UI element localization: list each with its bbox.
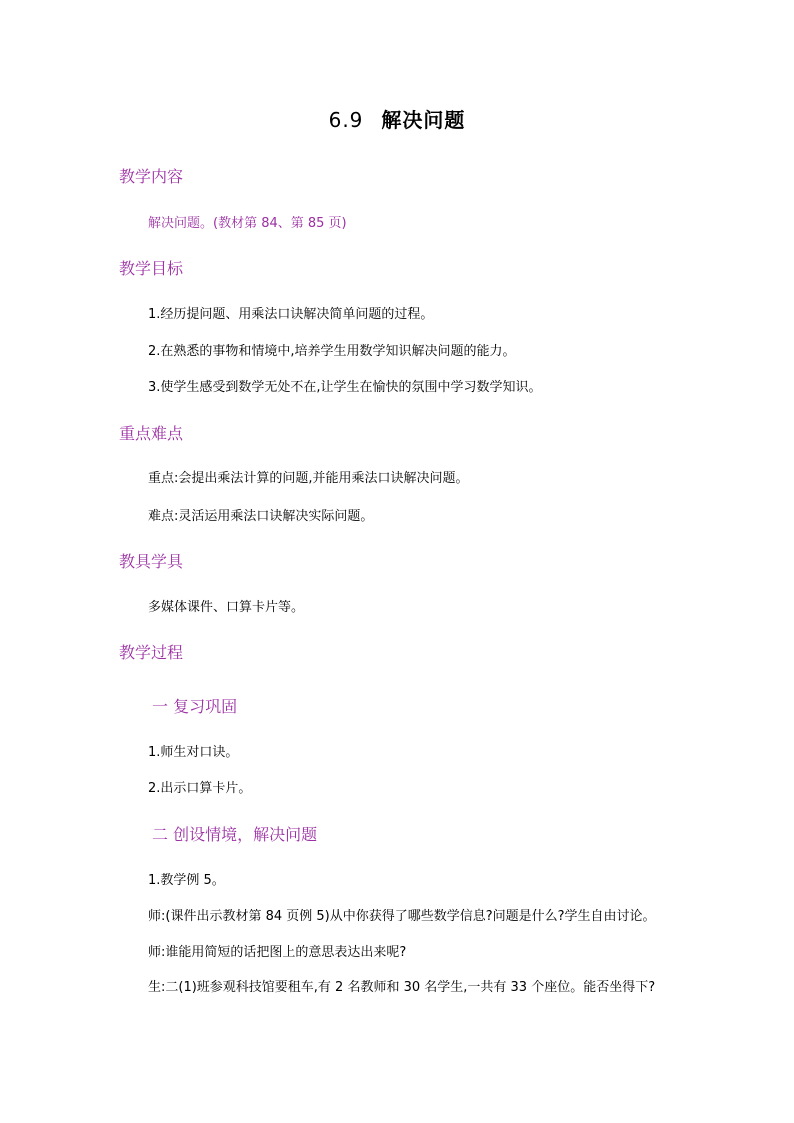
goal-item-1: 1.经历提问题、用乘法口诀解决简单问题的过程。 (148, 307, 434, 322)
heading-content: 教学内容 (119, 167, 184, 186)
heading-tools: 教具学具 (119, 552, 184, 571)
goal-item-3: 3.使学生感受到数学无处不在,让学生在愉快的氛围中学习数学知识。 (148, 380, 542, 395)
review-item-1: 1.师生对口诀。 (148, 745, 239, 760)
title-text: 解决问题 (381, 108, 466, 132)
page-title (0, 104, 794, 133)
subheading-review: 一 复习巩固 (152, 697, 238, 716)
review-item-2: 2.出示口算卡片。 (148, 781, 252, 796)
heading-key-points: 重点难点 (119, 424, 184, 443)
section-number: 6.9 (328, 108, 364, 132)
scenario-item-4: 生:二(1)班参观科技馆要租车,有 2 名教师和 30 名学生,一共有 33 个座位。能否坐得下? (148, 980, 656, 995)
subheading-scenario: 二 创设情境，解决问题 (152, 825, 318, 844)
scenario-item-1: 1.教学例 5。 (148, 873, 225, 888)
scenario-item-3: 师:谁能用简短的话把图上的意思表达出来呢? (148, 945, 407, 960)
heading-goals: 教学目标 (119, 259, 184, 278)
heading-process: 教学过程 (119, 643, 184, 662)
key-point-item-2: 难点:灵活运用乘法口诀解决实际问题。 (148, 509, 374, 524)
content-text: 解决问题。(教材第 84、第 85 页) (148, 216, 347, 231)
key-point-item-1: 重点:会提出乘法计算的问题,并能用乘法口诀解决问题。 (148, 471, 469, 486)
tools-text: 多媒体课件、口算卡片等。 (148, 600, 305, 615)
scenario-item-2: 师:(课件出示教材第 84 页例 5)从中你获得了哪些数学信息?问题是什么?学生自由讨论。 (148, 909, 656, 924)
goal-item-2: 2.在熟悉的事物和情境中,培养学生用数学知识解决问题的能力。 (148, 344, 516, 359)
